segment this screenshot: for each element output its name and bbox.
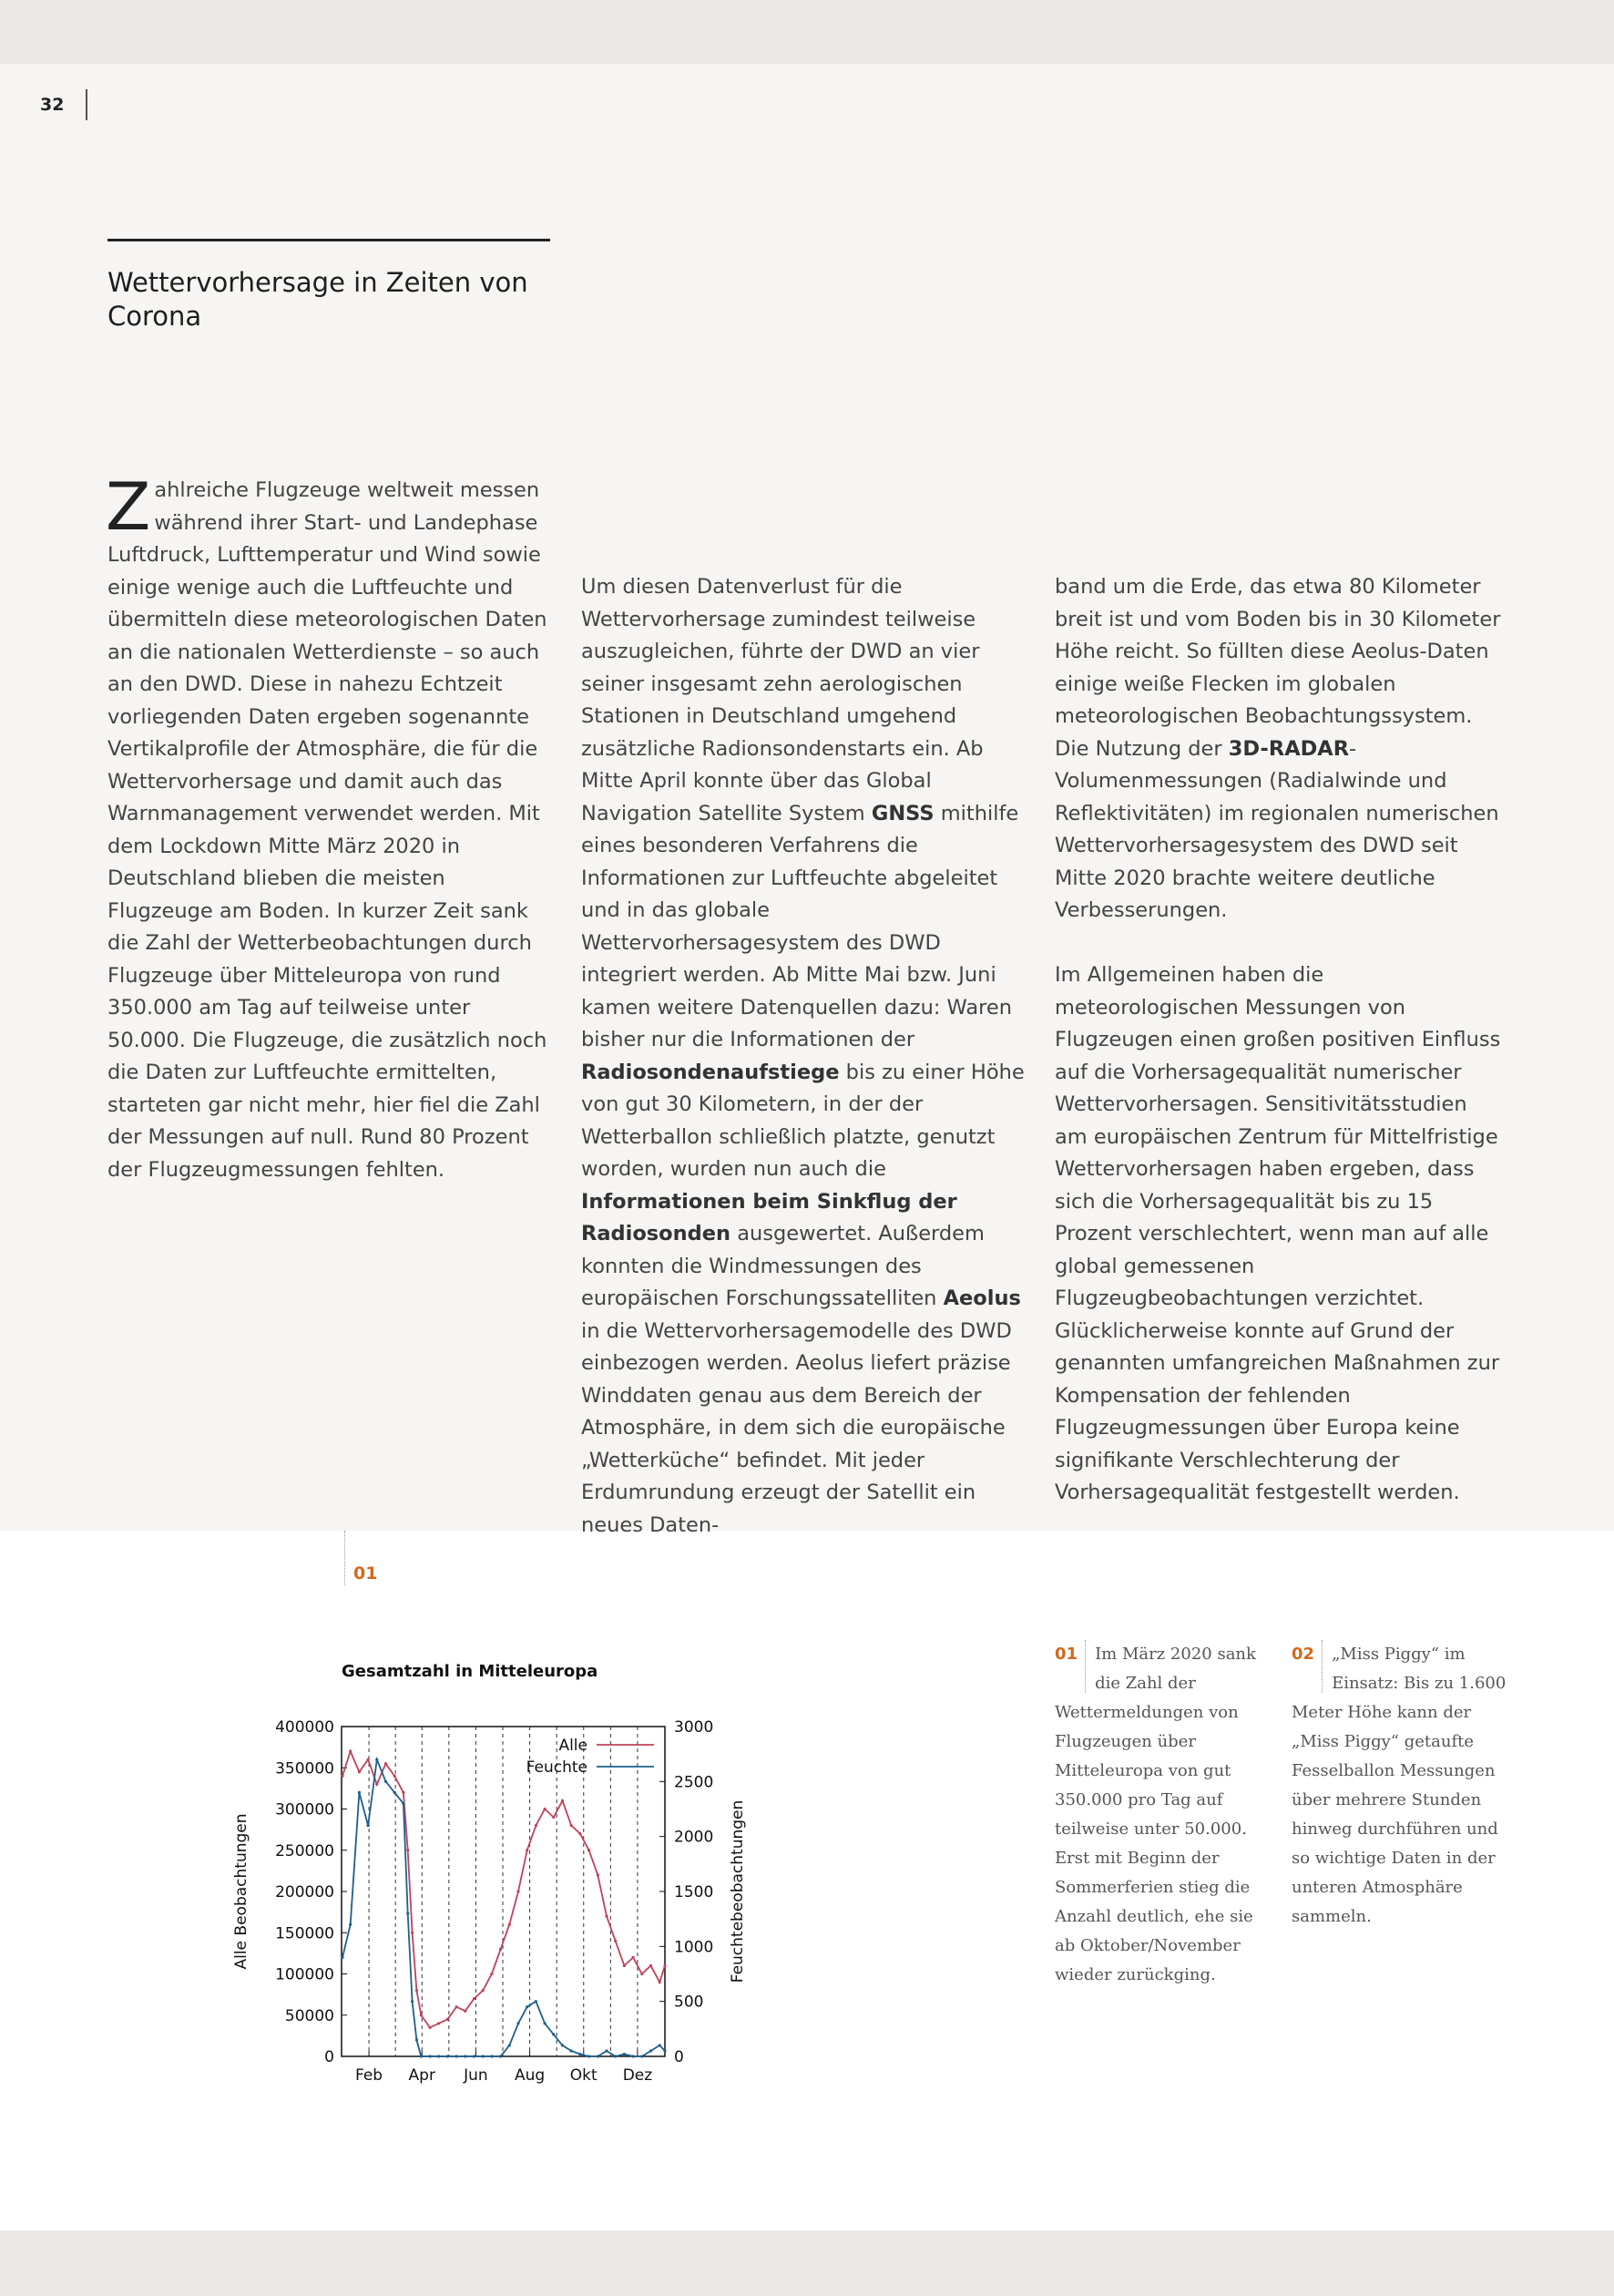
chart-container [228, 1640, 774, 2096]
text-segment: Um diesen Datenverlust für die Wettervorhersage zumindest teilweise auszugleichen, führte der DWD an vier seiner insgesamt zehn aerologischen Stationen in Deutschland umgehend zusätzliche Radionsondenstarts ein. Ab Mitte April konnte über das Global Navigation Satellite System [581, 575, 984, 825]
data-point [464, 2010, 466, 2013]
data-point [570, 1824, 573, 1827]
data-point [402, 1791, 404, 1794]
x-tick-label: Apr [408, 2066, 435, 2085]
article-column-1 [106, 468, 554, 1219]
data-point [587, 2055, 590, 2057]
data-point [578, 2053, 581, 2055]
data-point [366, 1758, 369, 1761]
data-point [587, 1849, 590, 1851]
figure-rule [344, 1531, 345, 1585]
data-point [415, 2038, 418, 2041]
data-point [473, 1997, 475, 2000]
chart-title: Gesamtzahl in Mitteleuropa [342, 1662, 598, 1681]
text-segment: band um die Erde, das etwa 80 Kilometer breit ist und vom Boden bis in 30 Kilometer Höhe reicht. So füllten diese Aeolus-Daten einige weiße Flecken im globalen meteorologischen Beobachtungssystem. Die Nutzung der [1055, 575, 1501, 761]
data-point [411, 2000, 414, 2003]
data-point [402, 1802, 404, 1805]
paragraph-intro [106, 468, 554, 1186]
data-point [516, 2022, 519, 2024]
data-point [623, 1964, 626, 1967]
y2-tick-label: 2500 [674, 1773, 714, 1792]
data-point [578, 1832, 581, 1835]
data-point [428, 2055, 431, 2057]
y2-tick-label: 1000 [674, 1938, 714, 1957]
y-tick-label: 300000 [275, 1800, 334, 1819]
legend-label-alle: Alle [558, 1737, 587, 1755]
data-point [659, 2044, 661, 2046]
y-tick-label: 250000 [275, 1841, 334, 1860]
y-tick-label: 50000 [284, 2006, 334, 2025]
data-point [446, 2018, 449, 2021]
y-tick-label: 350000 [275, 1759, 334, 1778]
data-point [663, 2049, 666, 2052]
data-point [649, 1964, 652, 1967]
data-point [393, 1775, 396, 1778]
data-point [384, 1780, 387, 1783]
data-point [597, 2055, 599, 2057]
data-point [516, 1890, 519, 1892]
top-strip [0, 0, 1614, 64]
data-point [605, 1915, 608, 1918]
data-point [375, 1758, 378, 1761]
series-line-feuchte [342, 1759, 665, 2056]
data-point [393, 1791, 396, 1794]
y-tick-label: 400000 [275, 1718, 334, 1737]
x-tick-label: Aug [514, 2066, 546, 2085]
data-point [535, 1824, 537, 1827]
text-segment: in die Wettervorhersagemodelle des DWD einbezogen werden. Aeolus liefert präzise Winddaten genau aus dem Bereich der Atmosphäre, in dem sich die europäische „Wetterküche“ befindet. Mit jeder Erdumrundung erzeugt der Satellit ein neues Daten- [581, 1318, 1012, 1537]
data-point [640, 1973, 643, 1975]
caption-number: 01 [1055, 1640, 1086, 1693]
y-tick-label: 100000 [275, 1965, 334, 1984]
text-segment: bis zu einer Höhe von gut 30 Kilometern, in der der Wetterballon schließlich platzte, genutzt worden, wurden nun auch die [581, 1060, 1025, 1181]
data-point [366, 1824, 369, 1827]
y-tick-label: 150000 [275, 1924, 334, 1943]
data-point [570, 2049, 573, 2052]
data-point [614, 2055, 617, 2057]
article-column-2 [581, 571, 1027, 1574]
data-point [411, 1932, 414, 1934]
data-point [437, 2022, 440, 2024]
highlight-radiosonden: Radiosondenaufstiege [581, 1060, 840, 1084]
series-line-alle [342, 1751, 665, 2027]
data-point [473, 2055, 475, 2057]
data-point [406, 1849, 409, 1851]
data-point [561, 1799, 564, 1802]
x-tick-label: Okt [569, 2066, 598, 2085]
data-point [375, 1783, 378, 1786]
y-axis-label: Alle Beobachtungen [232, 1813, 250, 1970]
data-point [597, 1873, 599, 1876]
data-point [428, 2026, 431, 2029]
data-point [464, 2055, 466, 2057]
figure-number: 01 [353, 1563, 378, 1584]
data-point [358, 1770, 361, 1773]
data-point [455, 2055, 457, 2057]
article-column-3 [1055, 571, 1501, 1542]
caption-01 [1055, 1640, 1273, 1990]
caption-text: Im März 2020 sank die Zahl der Wettermeldungen von Flugzeugen über Mitteleuropa von gut 350.000 pro Tag auf teilweise unter 50.000. Erst mit Beginn der Sommerferien stieg die Anzahl deutlich, ehe sie ab Oktober/November wieder zurückging. [1055, 1645, 1256, 1984]
data-point [631, 2055, 634, 2057]
data-point [349, 1750, 352, 1753]
caption-02 [1292, 1640, 1510, 1932]
data-point [499, 2055, 502, 2057]
observations-chart [228, 1640, 774, 2096]
data-point [384, 1762, 387, 1765]
x-tick-label: Dez [622, 2066, 653, 2085]
legend-label-feuchte: Feuchte [526, 1758, 587, 1777]
paragraph-conclusion: Im Allgemeinen haben die meteorologischen Messungen von Flugzeugen einen großen positiven Einfluss auf die Vorhersagequalität numerischer Wettervorhersagen. Sensitivitätsstudien am europäischen Zentrum für Mittelfristige Wettervorhersagen haben ergeben, dass sich die Vorhersagequalität bis zu 15 Prozent verschlechtert, wenn man auf alle global gemessenen Flugzeugbeobachtungen verzichtet. Glücklicherweise konnte auf Grund der genannten umfangreichen Maßnahmen zur Kompensation der fehlenden Flugzeugmessungen über Europa keine signifikante Verschlechterung der Vorhersagequalität festgestellt werden. [1055, 963, 1501, 1504]
data-point [640, 2055, 643, 2057]
y2-tick-label: 500 [674, 1993, 704, 2012]
y2-tick-label: 2000 [674, 1828, 714, 1847]
highlight-sinkflug: Informationen beim Sinkflug der Radiosonden [581, 1189, 957, 1245]
data-point [349, 1923, 352, 1926]
dropcap: Z [106, 468, 151, 545]
data-point [526, 1849, 528, 1851]
data-point [659, 1981, 661, 1983]
data-point [446, 2055, 449, 2057]
data-point [341, 1775, 343, 1778]
caption-text: „Miss Piggy“ im Einsatz: Bis zu 1.600 Meter Höhe kann der „Miss Piggy“ getaufte Fesselballon Messungen über mehrere Stunden hinweg durchführen und so wichtige Daten in der unteren Atmosphäre sammeln. [1292, 1645, 1507, 1926]
data-point [508, 1923, 511, 1926]
paragraph-intro-text: ahlreiche Flugzeuge weltweit messen während ihrer Start- und Landephase Luftdruck, Lufttemperatur und Wind sowie einige wenige auch die Luftfeuchte und übermitteln diese meteorologischen Daten an die nationalen Wetterdienste – so auch an den DWD. Diese in nahezu Echtzeit vorliegenden Daten ergeben sogenannte Vertikalprofile der Atmosphäre, die für die Wettervorhersage und damit auch das Warnmanagement verwendet werden. Mit dem Lockdown Mitte März 2020 in Deutschland blieben die meisten Flugzeuge am Boden. In kurzer Zeit sank die Zahl der Wetterbeobachtungen durch Flugzeuge über Mitteleuropa von rund 350.000 am Tag auf teilweise unter 50.000. Die Flugzeuge, die zusätzlich noch die Daten zur Luftfeuchte ermittelten, starteten gar nicht mehr, hier fiel die Zahl der Messungen auf null. Rund 80 Prozent der Flugzeugmessungen fehlten. [107, 478, 547, 1182]
data-point [508, 2044, 511, 2046]
data-point [526, 2005, 528, 2008]
data-point [482, 2055, 485, 2057]
x-tick-label: Jun [464, 2066, 488, 2085]
text-segment: -Volumenmessungen (Radialwinde und Reflektivitäten) im regionalen numerischen Wettervorhersagesystem des DWD seit Mitte 2020 brachte weitere deutliche Verbesserungen. [1055, 736, 1499, 922]
article-title: Wettervorhersage in Zeiten von Corona [107, 267, 528, 332]
data-point [631, 1956, 634, 1959]
data-point [623, 2053, 626, 2055]
data-point [341, 1956, 343, 1959]
y2-tick-label: 0 [674, 2048, 684, 2066]
data-point [614, 1940, 617, 1942]
y2-axis-label: Feuchtebeobachtungen [729, 1799, 747, 1983]
data-point [561, 2044, 564, 2046]
data-point [420, 2055, 423, 2057]
data-point [552, 1816, 555, 1819]
y2-tick-label: 3000 [674, 1718, 714, 1737]
paragraph-continuation [1055, 571, 1501, 928]
text-segment: mithilfe eines besonderen Verfahrens die Informationen zur Luftfeuchte abgeleitet und in das globale Wettervorhersagesystem des DWD integriert werden. Ab Mitte Mai bzw. Juni kamen weitere Datenquellen dazu: Waren bisher nur die Informationen der [581, 801, 1019, 1051]
data-point [605, 2049, 608, 2052]
data-point [490, 1973, 493, 1975]
data-point [482, 1989, 485, 1992]
data-point [437, 2055, 440, 2057]
paragraph-compensation [581, 571, 1027, 1542]
data-point [543, 2022, 546, 2024]
data-point [415, 1989, 418, 1992]
data-point [455, 2005, 457, 2008]
data-point [490, 2055, 493, 2057]
data-point [649, 2049, 652, 2052]
highlight-aeolus: Aeolus [943, 1286, 1021, 1310]
data-point [552, 2033, 555, 2035]
y2-tick-label: 1500 [674, 1883, 714, 1901]
page-number-divider [86, 89, 87, 120]
data-point [406, 1912, 409, 1915]
data-point [358, 1791, 361, 1794]
data-point [499, 1948, 502, 1951]
text-segment: ausgewertet. Außerdem konnten die Windmessungen des europäischen Forschungssatelliten [581, 1222, 985, 1310]
bottom-strip [0, 2230, 1614, 2296]
data-point [543, 1808, 546, 1810]
y-tick-label: 0 [324, 2048, 334, 2066]
x-tick-label: Feb [355, 2066, 383, 2085]
data-point [420, 2014, 423, 2016]
page-number: 32 [40, 95, 65, 115]
data-point [535, 2000, 537, 2003]
data-point [663, 1964, 666, 1967]
y-tick-label: 200000 [275, 1883, 334, 1901]
highlight-3d-radar: 3D-RADAR [1228, 736, 1350, 761]
highlight-gnss: GNSS [871, 801, 935, 825]
caption-number: 02 [1292, 1640, 1323, 1693]
title-rule [107, 239, 550, 241]
